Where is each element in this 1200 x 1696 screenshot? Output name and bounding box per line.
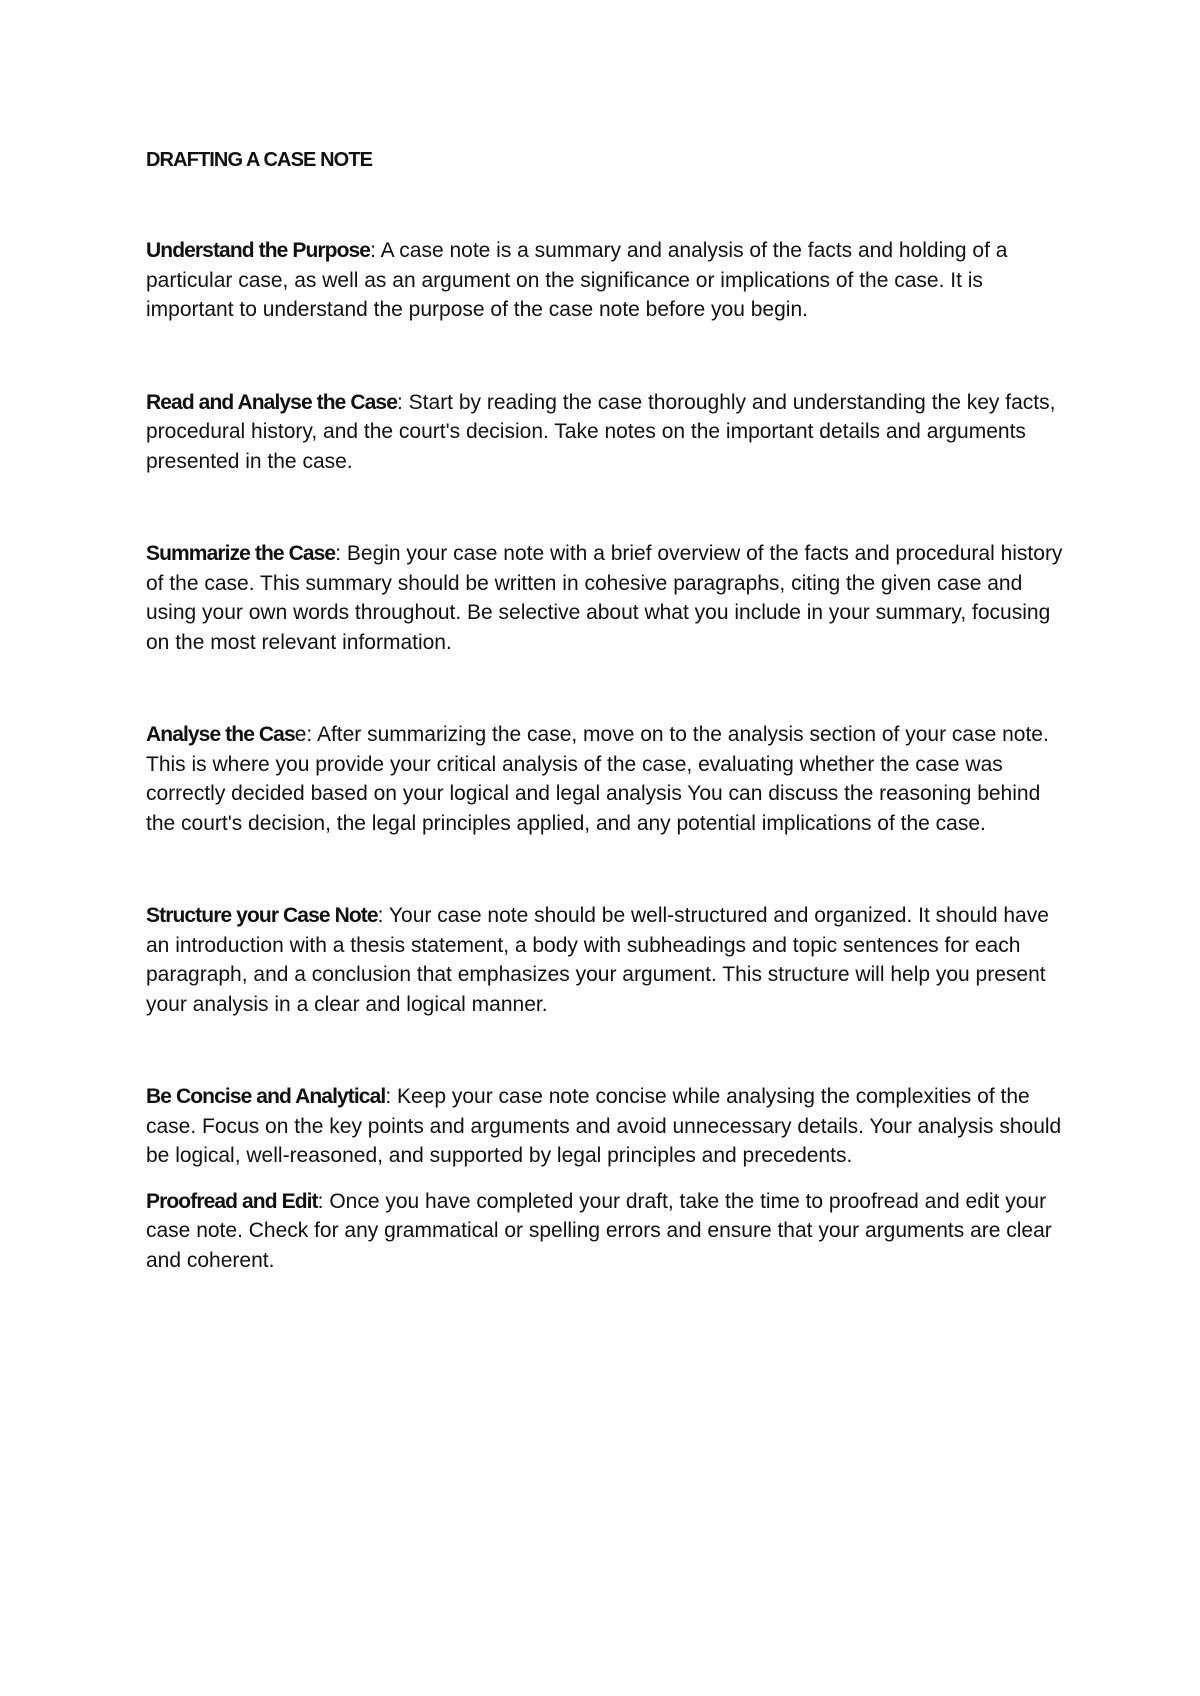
section-heading: Summarize the Case <box>146 542 336 565</box>
section-heading: Read and Analyse the Case <box>146 390 397 414</box>
section-heading: Be Concise and Analytical <box>146 1085 386 1108</box>
section-heading: Analyse the Cas <box>146 723 295 746</box>
section-body: : Start by reading the case thoroughly and understanding the key facts, procedural history, and the court's decision. Take notes on the important details and arguments presented in the case. <box>146 390 1056 473</box>
section-understand-purpose <box>146 236 1066 325</box>
section-structure <box>146 901 1066 1019</box>
section-body: : Begin your case note with a brief overview of the facts and procedural history of the case. This summary should be written in cohesive paragraphs, citing the given case and using your own words throughout. Be selective about what you include in your summary, focusing on the most relevant information. <box>146 542 1063 654</box>
section-read-analyse <box>146 388 1066 477</box>
section-heading: Structure your Case Note <box>146 904 378 927</box>
section-body: e: After summarizing the case, move on to the analysis section of your case note. This is where you provide your critical analysis of the case, evaluating whether the case was correctly decided based on your logical and legal analysis You can discuss the reasoning behind the court's decision, the legal principles applied, and any potential implications of the case. <box>146 723 1049 835</box>
section-body: : A case note is a summary and analysis of the facts and holding of a particular case, as well as an argument on the significance or implications of the case. It is important to understand the purpose of the case note before you begin. <box>146 239 1008 321</box>
document-content <box>146 145 1066 1275</box>
section-concise <box>146 1082 1066 1171</box>
section-analyse <box>146 720 1066 838</box>
section-body: : Once you have completed your draft, take the time to proofread and edit your case note. Check for any grammatical or spelling errors and ensure that your arguments are clear and coherent. <box>146 1189 1052 1272</box>
section-proofread <box>146 1187 1066 1276</box>
section-heading: Understand the Purpose <box>146 239 371 262</box>
section-body: : Your case note should be well-structured and organized. It should have an introduction with a thesis statement, a body with subheadings and topic sentences for each paragraph, and a conclusion that emphasizes your argument. This structure will help you present your analysis in a clear and logical manner. <box>146 904 1049 1016</box>
section-summarize <box>146 539 1066 657</box>
document-title: DRAFTING A CASE NOTE <box>146 149 373 171</box>
section-body: : Keep your case note concise while analysing the complexities of the case. Focus on the key points and arguments and avoid unnecessary details. Your analysis should be logical, well-reasoned, and supported by legal principles and precedents. <box>146 1085 1062 1167</box>
section-heading: Proofread and Edit <box>146 1189 318 1213</box>
